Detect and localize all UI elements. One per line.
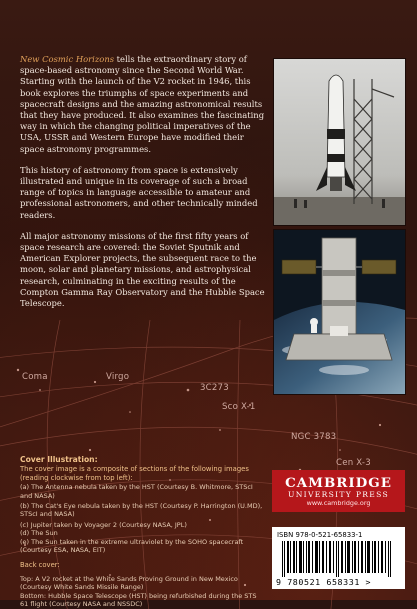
blurb-paragraph-1-text: tells the extraordinary story of space-based astronomy since the Second World War. Starting with the launch of the V2 rocket in 1946, this book explores the triumphs of space experiments and spacecraft designs and the amazing astronomical results that they have produced. It also examines the fascinating way in which the changing political imperatives of the USA, USSR and Western Europe have modified their space astronomy programmes. [20,54,265,154]
blurb-paragraph-3: All major astronomy missions of the first fifty years of space research are covered: the Soviet Sputnik and American Explorer projects, the subsequent race to the moon, solar and planetary missions, and astrophysical research, culminating in the exciting results of the Compton Gamma Ray Observatory and the Hubble Space Telescope. [20,230,265,309]
blurb-paragraph-2: This history of astronomy from space is extensively illustrated and unique in its coverage of such a broad range of topics in language accessible to amateur and professional astronomers, and other technically minded readers. [20,164,258,220]
credit-item-b: (b) The Cat's Eye nebula taken by the HST (Courtesy P. Harrington (U.MD), STScI and NASA) [20,502,263,519]
publisher-logo [272,470,405,512]
credit-item-d: (d) The Sun [20,529,58,538]
star-label-3c273: 3C273 [200,383,229,393]
back-cover-heading: Back cover: [20,561,60,570]
back-cover-top-credit: Top: A V2 rocket at the White Sands Proving Ground in New Mexico (Courtesy White Sands Missile Range) [20,574,238,592]
hst-illustration [274,230,405,394]
star-label-coma: Coma [22,372,48,382]
star-label-ngc3783: NGC 3783 [291,432,337,442]
book-title: New Cosmic Horizons [20,54,115,64]
blurb [20,54,268,319]
barcode-bars [282,541,395,577]
credit-item-a: (a) The Antenna nebula taken by the HST (Courtesy B. Whitmore, STScI and NASA) [20,483,253,500]
blurb-paragraph-1 [20,54,268,155]
publisher-name: CAMBRIDGE [285,474,392,491]
credit-item-e: (e) The Sun taken in the extreme ultraviolet by the SOHO spacecraft (Courtesy ESA, NASA, EIT) [20,537,244,555]
back-cover-bottom-credit: Bottom: Hubble Space Telescope (HST) being refurbished during the STS 61 flight (Courtesy NASA and NSSDC) [20,591,257,609]
publisher-subtitle: UNIVERSITY PRESS [288,489,389,499]
barcode-digits: 9 780521 658331 > [276,577,372,587]
credits-heading: Cover Illustration: [20,455,98,464]
isbn-number: ISBN 978-0-521-65833-1 [277,531,363,539]
star-label-cen-x3: Cen X-3 [336,458,371,468]
hubble-telescope-photo [273,229,406,395]
rocket-illustration [274,59,405,225]
star-label-virgo: Virgo [106,372,130,382]
cover-credits [20,456,264,609]
publisher-url: www.cambridge.org [306,498,371,507]
v2-rocket-photo [273,58,406,226]
isbn-barcode [272,527,405,589]
star-label-sco-x1: Sco X-1 [222,402,256,412]
credits-intro: The cover image is a composite of sections of the following images (reading clockwise from top left): [20,465,249,482]
credit-item-c: (c) Jupiter taken by Voyager 2 (Courtesy NASA, JPL) [20,520,187,529]
